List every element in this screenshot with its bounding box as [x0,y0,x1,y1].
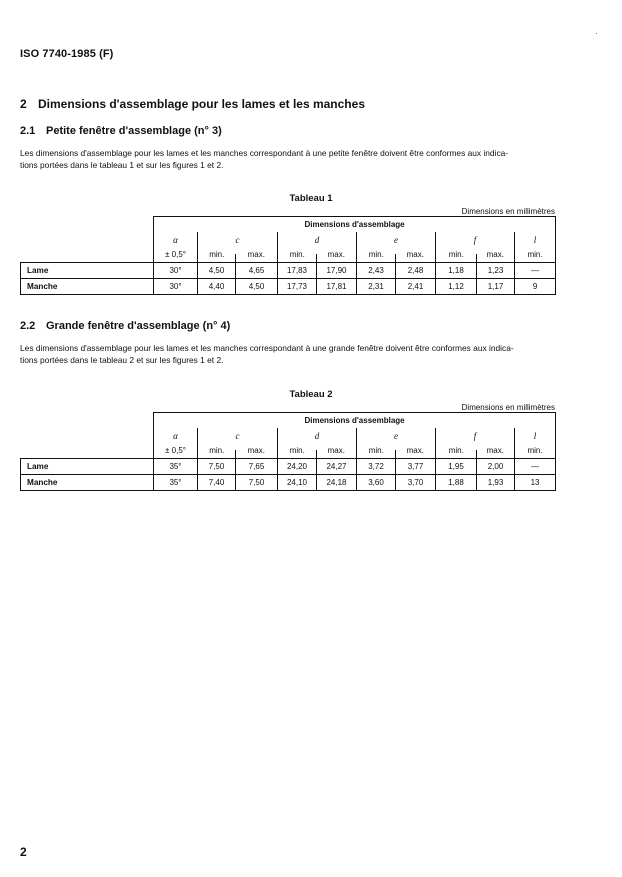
table-1-unit-note: Dimensions en millimètres [461,207,555,216]
subsection-number: 2.2 [20,320,36,332]
subheader-cell: min. [436,443,477,459]
group-header: Dimensions d'assemblage [154,413,556,429]
table-1 [20,216,556,295]
table-cell: 1,12 [436,279,477,295]
table-row [21,263,556,279]
row-label: Manche [21,475,154,491]
table-cell: 4,50 [198,263,236,279]
subheader-cell: ± 0,5° [154,443,198,459]
symbol-d: d [278,428,357,443]
symbol-l: l [515,428,556,443]
paragraph-line: Les dimensions d'assemblage pour les lames et les manches correspondant à une grande fenêtre doivent être conformes aux indica- [20,343,514,353]
symbol-c: c [198,232,278,247]
table-cell: 35° [154,475,198,491]
subheader-cell: min. [515,247,556,263]
table-2-caption: Tableau 2 [289,389,333,400]
table-cell: 4,65 [236,263,278,279]
symbol-c: c [198,428,278,443]
subheader-cell: min. [198,247,236,263]
subheader-cell: max. [236,247,278,263]
paragraph-2-2 [20,342,580,366]
table-row [21,475,556,491]
table-cell: 17,83 [278,263,317,279]
subheader-cell: max. [477,443,515,459]
document-header: ISO 7740-1985 (F) [20,48,114,60]
paragraph-2-1 [20,147,580,171]
table-cell: 1,18 [436,263,477,279]
table-cell: 17,73 [278,279,317,295]
subheader-cell: max. [396,443,436,459]
table-row [21,459,556,475]
subheader-cell: max. [317,247,357,263]
table-corner [21,217,154,233]
subheader-cell: min. [436,247,477,263]
section-heading [20,97,365,111]
subsection-number: 2.1 [20,125,36,137]
table-corner [21,413,154,429]
symbol-e: e [357,232,436,247]
row-label: Lame [21,263,154,279]
table-corner [21,428,154,443]
paragraph-line: Les dimensions d'assemblage pour les lames et les manches correspondant à une petite fenêtre doivent être conformes aux indica- [20,148,509,158]
table-row [21,279,556,295]
table-cell: 7,65 [236,459,278,475]
subheader-cell: min. [357,443,396,459]
table-cell: 2,31 [357,279,396,295]
subheader-cell: min. [278,443,317,459]
table-cell: 24,20 [278,459,317,475]
subsection-title: Grande fenêtre d'assemblage (n° 4) [46,320,231,332]
page-number: 2 [20,845,27,859]
table-cell: 2,00 [477,459,515,475]
symbol-alpha: α [154,428,198,443]
table-cell: 13 [515,475,556,491]
table-cell: 30° [154,279,198,295]
subheader-cell: min. [278,247,317,263]
paragraph-line: tions portées dans le tableau 1 et sur les figures 1 et 2. [20,160,224,170]
symbol-e: e [357,428,436,443]
symbol-alpha: α [154,232,198,247]
table-cell: 24,27 [317,459,357,475]
table-cell: 1,17 [477,279,515,295]
table-corner [21,443,154,459]
subheader-cell: max. [477,247,515,263]
table-1-caption: Tableau 1 [289,193,333,204]
table-cell: — [515,459,556,475]
subheader-cell: ± 0,5° [154,247,198,263]
paragraph-line: tions portées dans le tableau 2 et sur les figures 1 et 2. [20,355,224,365]
row-label: Lame [21,459,154,475]
symbol-f: f [436,428,515,443]
table-cell: 2,48 [396,263,436,279]
symbol-d: d [278,232,357,247]
section-number: 2 [20,97,27,111]
table-cell: 1,23 [477,263,515,279]
table-cell: 7,40 [198,475,236,491]
table-cell: — [515,263,556,279]
table-cell: 35° [154,459,198,475]
subheader-cell: max. [236,443,278,459]
subsection-title: Petite fenêtre d'assemblage (n° 3) [46,125,222,137]
subsection-heading-2-2 [20,320,230,332]
table-cell: 24,10 [278,475,317,491]
row-label: Manche [21,279,154,295]
subheader-cell: max. [317,443,357,459]
section-title: Dimensions d'assemblage pour les lames et les manches [38,97,365,111]
subheader-cell: max. [396,247,436,263]
table-cell: 4,50 [236,279,278,295]
table-cell: 30° [154,263,198,279]
table-cell: 3,70 [396,475,436,491]
subsection-heading-2-1 [20,125,222,137]
table-cell: 7,50 [236,475,278,491]
subheader-cell: min. [198,443,236,459]
subheader-cell: min. [515,443,556,459]
table-cell: 9 [515,279,556,295]
symbol-f: f [436,232,515,247]
table-cell: 24,18 [317,475,357,491]
table-cell: 1,88 [436,475,477,491]
table-cell: 3,60 [357,475,396,491]
table-cell: 2,43 [357,263,396,279]
table-corner [21,247,154,263]
table-cell: 1,93 [477,475,515,491]
symbol-l: l [515,232,556,247]
table-cell: 2,41 [396,279,436,295]
subheader-cell: min. [357,247,396,263]
table-cell: 4,40 [198,279,236,295]
table-2-unit-note: Dimensions en millimètres [461,403,555,412]
table-cell: 3,77 [396,459,436,475]
table-corner [21,232,154,247]
table-cell: 17,90 [317,263,357,279]
group-header: Dimensions d'assemblage [154,217,556,233]
table-2 [20,412,556,491]
table-cell: 17,81 [317,279,357,295]
scan-speck [596,33,597,34]
table-cell: 7,50 [198,459,236,475]
table-cell: 3,72 [357,459,396,475]
table-cell: 1,95 [436,459,477,475]
